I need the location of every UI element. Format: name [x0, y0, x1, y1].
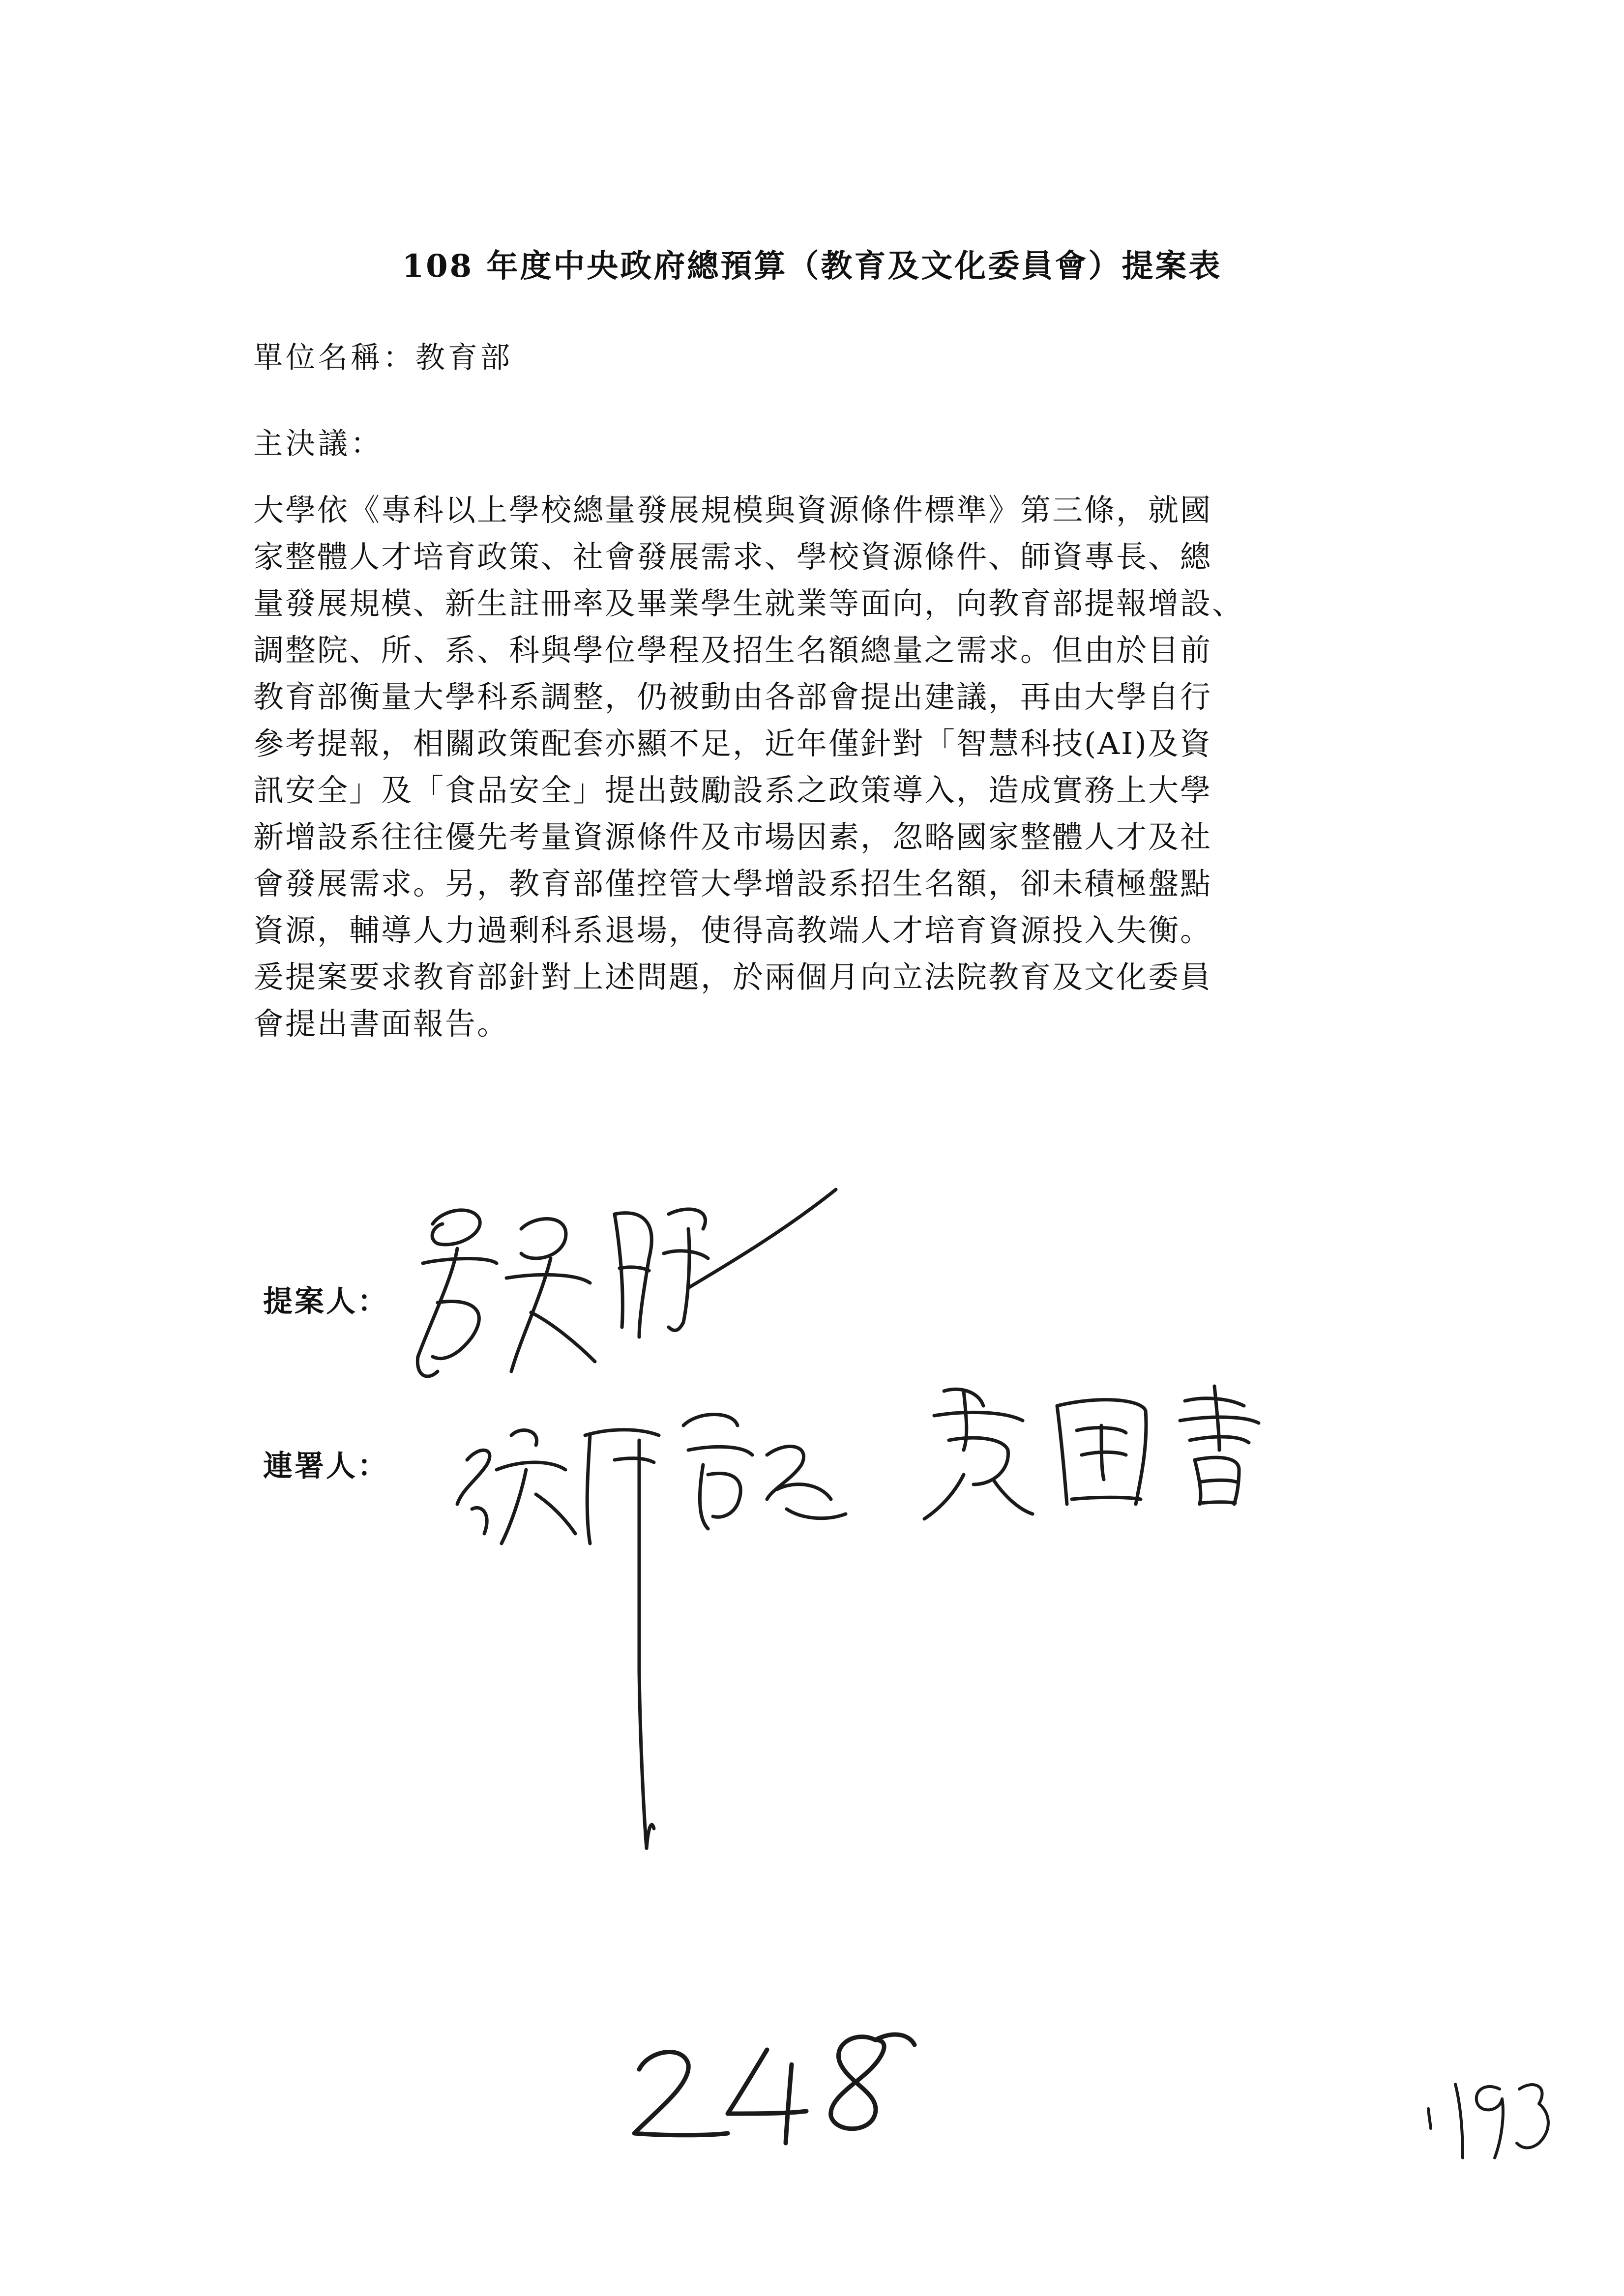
- proposer-signature: [417, 1190, 836, 1376]
- cosigner-signatures: [457, 1386, 1259, 1848]
- body-line: 會發展需求。另，教育部僅控管大學增設系招生名額，卻未積極盤點: [253, 866, 1212, 901]
- proposer-label: 提案人：: [263, 1284, 389, 1319]
- body-line: 爰提案要求教育部針對上述問題，於兩個月向立法院教育及文化委員: [253, 959, 1212, 995]
- body-line: 參考提報，相關政策配套亦顯不足，近年僅針對「智慧科技(AI)及資: [253, 726, 1212, 761]
- document-title: 108 年度中央政府總預算（教育及文化委員會）提案表: [402, 248, 1222, 285]
- unit-name: 單位名稱：教育部: [253, 341, 513, 375]
- resolution-label: 主決議：: [253, 427, 383, 461]
- cosigner-label: 連署人：: [263, 1449, 389, 1483]
- body-line: 教育部衡量大學科系調整，仍被動由各部會提出建議，再由大學自行: [253, 679, 1212, 715]
- body-line: 調整院、所、系、科與學位學程及招生名額總量之需求。但由於目前: [253, 632, 1212, 668]
- body-line: 大學依《專科以上學校總量發展規模與資源條件標準》第三條，就國: [253, 492, 1212, 528]
- handwritten-corner-number: [1428, 2084, 1548, 2158]
- body-line: 新增設系往往優先考量資源條件及市場因素，忽略國家整體人才及社: [253, 819, 1212, 855]
- body-line: 資源，輔導人力過剩科系退場，使得高教端人才培育資源投入失衡。: [253, 912, 1212, 948]
- body-line: 會提出書面報告。: [253, 1006, 509, 1042]
- body-line: 家整體人才培育政策、社會發展需求、學校資源條件、師資專長、總: [253, 539, 1212, 575]
- body-line: 訊安全」及「食品安全」提出鼓勵設系之政策導入，造成實務上大學: [253, 772, 1212, 808]
- handwritten-page-number: [634, 2034, 915, 2143]
- body-line: 量發展規模、新生註冊率及畢業學生就業等面向，向教育部提報增設、: [253, 585, 1244, 621]
